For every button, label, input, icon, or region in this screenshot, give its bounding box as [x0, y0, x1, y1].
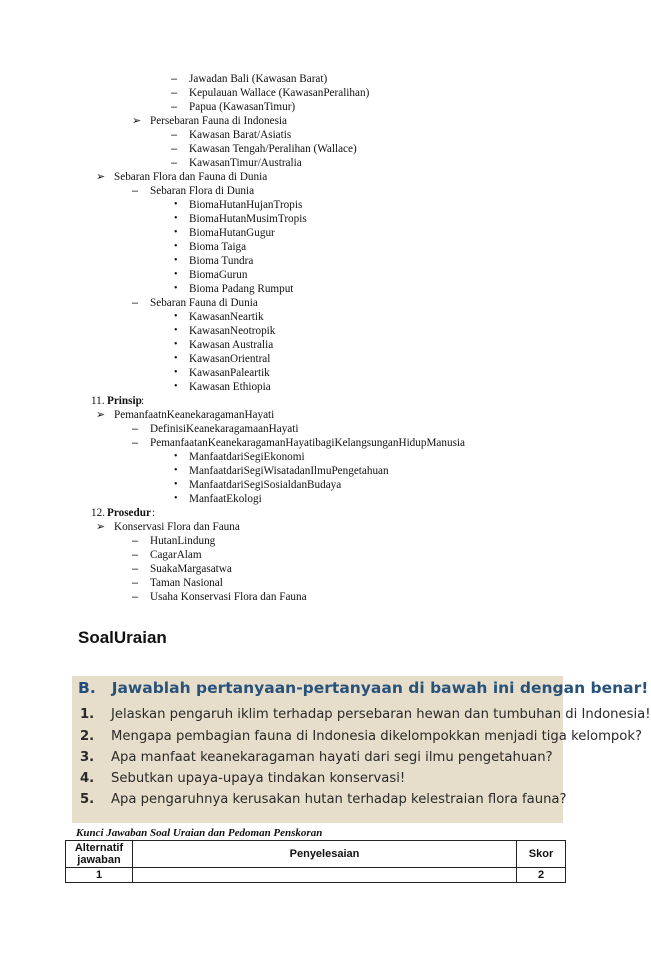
- arrow-bullet-icon: ➢: [96, 408, 106, 421]
- dash-marker: –: [132, 577, 139, 589]
- section-heading: SoalUraian: [78, 628, 167, 647]
- section-number: 12.: [91, 507, 105, 519]
- bullet-marker: •: [174, 381, 178, 392]
- table-cell: 1: [66, 868, 133, 883]
- outline-item: BiomaHutanMusimTropis: [189, 213, 307, 225]
- outline-item: Taman Nasional: [150, 577, 223, 589]
- worksheet-title: [78, 679, 648, 697]
- outline-item: BiomaHutanGugur: [189, 227, 275, 239]
- bullet-marker: •: [174, 311, 178, 322]
- outline-item: PemanfaatnKeanekaragamanHayati: [114, 409, 275, 421]
- bullet-marker: •: [174, 451, 178, 462]
- outline-item: KawasanTimur/Australia: [189, 157, 302, 169]
- table-cell: 2: [517, 868, 566, 883]
- arrow-bullet-icon: ➢: [96, 170, 106, 183]
- bullet-marker: •: [174, 367, 178, 378]
- bullet-marker: •: [174, 269, 178, 280]
- outline-item: Bioma Taiga: [189, 241, 247, 253]
- section-colon: :: [141, 395, 145, 407]
- outline-item: Bioma Tundra: [189, 255, 254, 267]
- bullet-marker: •: [174, 283, 178, 294]
- dash-marker: –: [171, 129, 178, 141]
- outline-item: Bioma Padang Rumput: [189, 283, 294, 295]
- outline-item: Sebaran Fauna di Dunia: [150, 297, 258, 309]
- table-row: [66, 868, 566, 883]
- dash-marker: –: [132, 297, 139, 309]
- bullet-marker: •: [174, 353, 178, 364]
- bullet-marker: •: [174, 479, 178, 490]
- question-number: 2.: [80, 729, 95, 744]
- outline-item: ManfaatdariSegiEkonomi: [189, 451, 305, 463]
- outline-item: Papua (KawasanTimur): [189, 101, 296, 113]
- outline-item: BiomaGurun: [189, 269, 248, 281]
- outline-item: ManfaatdariSegiSosialdanBudaya: [189, 479, 342, 491]
- outline-item: Kepulauan Wallace (KawasanPeralihan): [189, 87, 370, 99]
- outline-item: PemanfaatanKeanekaragamanHayatibagiKelangsunganHidupManusia: [150, 437, 465, 449]
- outline-item: HutanLindung: [150, 535, 216, 547]
- arrow-bullet-icon: ➢: [96, 520, 106, 533]
- section-label-prosedur: Prosedur: [107, 507, 151, 519]
- table-header-row: [66, 841, 566, 868]
- dash-marker: –: [132, 591, 139, 603]
- dash-marker: –: [132, 437, 139, 449]
- question-text: Jelaskan pengaruh iklim terhadap persebaran hewan dan tumbuhan di Indonesia!: [111, 707, 651, 722]
- dash-marker: –: [171, 101, 178, 113]
- worksheet-instruction: Jawablah pertanyaan-pertanyaan di bawah ini dengan benar!: [111, 679, 649, 697]
- outline-item: ManfaatdariSegiWisatadanIlmuPengetahuan: [189, 465, 389, 477]
- outline-item: Sebaran Flora di Dunia: [150, 185, 255, 197]
- section-number: 11.: [91, 395, 105, 407]
- question-text: Mengapa pembagian fauna di Indonesia dikelompokkan menjadi tiga kelompok?: [111, 729, 643, 744]
- bullet-marker: •: [174, 255, 178, 266]
- bullet-marker: •: [174, 227, 178, 238]
- question-text: Apa manfaat keanekaragaman hayati dari segi ilmu pengetahuan?: [111, 750, 553, 765]
- column-header-alternatif: Alternatif jawaban: [66, 841, 133, 868]
- outline-item: Kawasan Barat/Asiatis: [189, 129, 292, 141]
- outline-item: Usaha Konservasi Flora dan Fauna: [150, 591, 307, 603]
- arrow-bullet-icon: ➢: [132, 114, 142, 127]
- outline-item: SuakaMargasatwa: [150, 563, 232, 575]
- question-number: 1.: [80, 707, 95, 722]
- outline-item: CagarAlam: [150, 549, 202, 561]
- outline-item: Kawasan Ethiopia: [189, 381, 271, 393]
- question-number: 5.: [80, 792, 95, 807]
- outline-item: KawasanOrientral: [189, 353, 271, 365]
- table-cell: [133, 868, 517, 883]
- dash-marker: –: [171, 143, 178, 155]
- dash-marker: –: [132, 563, 139, 575]
- answer-key-table: [65, 840, 566, 883]
- bullet-marker: •: [174, 339, 178, 350]
- outline-item: DefinisiKeanekaragamaanHayati: [150, 423, 299, 435]
- bullet-marker: •: [174, 213, 178, 224]
- worksheet-image: [72, 676, 651, 823]
- dash-marker: –: [171, 73, 178, 85]
- dash-marker: –: [132, 535, 139, 547]
- bullet-marker: •: [174, 325, 178, 336]
- outline-item: Konservasi Flora dan Fauna: [114, 521, 240, 533]
- bullet-marker: •: [174, 199, 178, 210]
- column-header-penyelesaian: Penyelesaian: [133, 841, 517, 868]
- bullet-marker: •: [174, 493, 178, 504]
- outline-item: Kawasan Tengah/Peralihan (Wallace): [189, 143, 357, 155]
- dash-marker: –: [171, 87, 178, 99]
- question-text: Sebutkan upaya-upaya tindakan konservasi!: [111, 771, 406, 786]
- question-text: Apa pengaruhnya kerusakan hutan terhadap kelestraian flora fauna?: [111, 792, 567, 807]
- outline-item: Persebaran Fauna di Indonesia: [150, 115, 288, 127]
- question-number: 3.: [80, 750, 95, 765]
- section-colon: :: [152, 507, 156, 519]
- section-label-prinsip: Prinsip: [107, 395, 142, 407]
- outline-item: Jawadan Bali (Kawasan Barat): [189, 73, 328, 85]
- dash-marker: –: [132, 549, 139, 561]
- bullet-marker: •: [174, 465, 178, 476]
- column-header-skor: Skor: [517, 841, 566, 868]
- bullet-marker: •: [174, 241, 178, 252]
- dash-marker: –: [132, 423, 139, 435]
- outline-item: KawasanNeotropik: [189, 325, 276, 337]
- outline-item: BiomaHutanHujanTropis: [189, 199, 303, 211]
- outline-item: Kawasan Australia: [189, 339, 274, 351]
- table-title: Kunci Jawaban Soal Uraian dan Pedoman Penskoran: [76, 827, 323, 839]
- outline-item: Sebaran Flora dan Fauna di Dunia: [114, 171, 268, 183]
- question-number: 4.: [80, 771, 95, 786]
- outline-item: KawasanPaleartik: [189, 367, 270, 379]
- outline-item: KawasanNeartik: [189, 311, 264, 323]
- outline-item: ManfaatEkologi: [189, 493, 262, 505]
- dash-marker: –: [171, 157, 178, 169]
- worksheet-letter: B.: [78, 679, 96, 697]
- dash-marker: –: [132, 185, 139, 197]
